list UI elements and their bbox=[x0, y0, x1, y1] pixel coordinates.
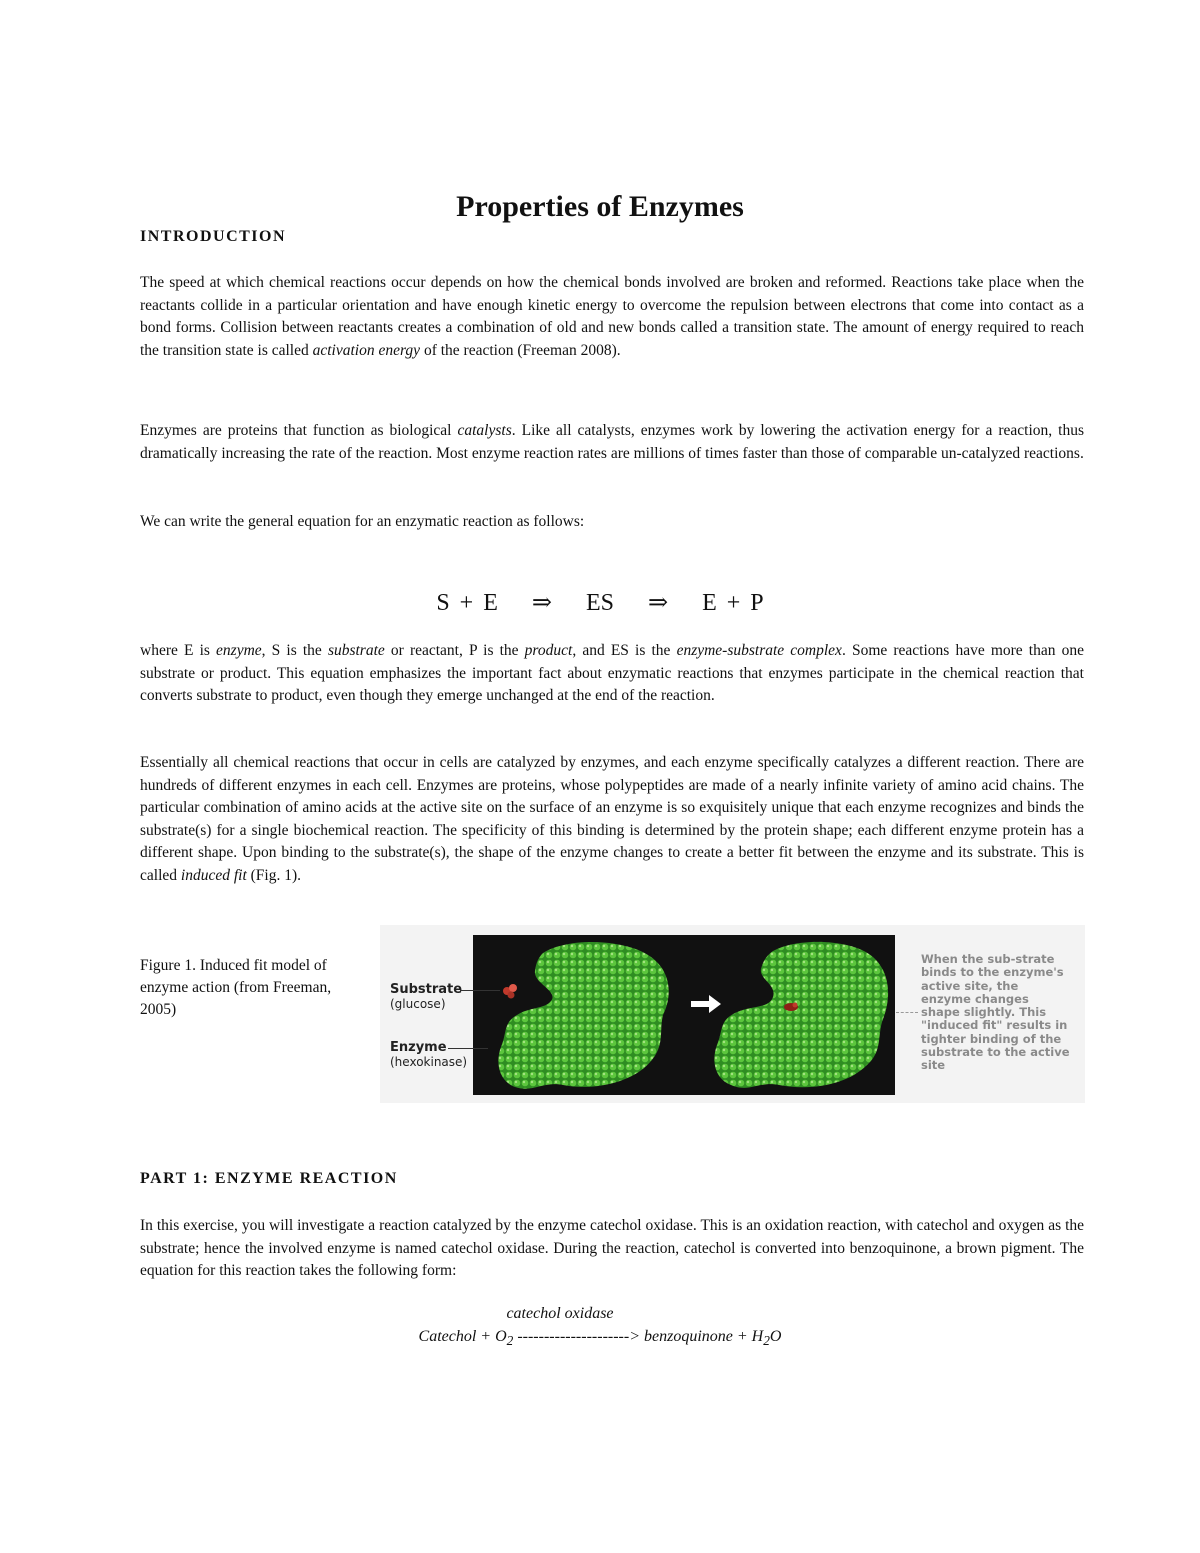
equation-arrow-1: ⇒ bbox=[531, 590, 552, 616]
figure-note: When the sub-strate binds to the enzyme's active site, the enzyme changes shape slightly. This "induced fit" results in tighter binding of the substrate to the active site bbox=[921, 952, 1070, 1073]
reaction-enzyme-label: catechol oxidase bbox=[506, 1305, 614, 1322]
substrate-leader-line bbox=[460, 990, 500, 991]
part1-paragraph: In this exercise, you will investigate a reaction catalyzed by the enzyme catechol oxidase. This is an oxidation reaction, with catechol and oxygen as the substrate; hence the involved enzyme is named catechol oxidase. During the reaction, catechol is converted into benzoquinone, a brown pigment. The equation for this reaction takes the following form: bbox=[140, 1217, 1084, 1279]
specificity-paragraph: Essentially all chemical reactions that occur in cells are catalyzed by enzymes, and each enzyme specifically catalyzes a different reaction. There are hundreds of different enzymes in each cell. Enzymes are proteins, whose polypeptides are made of a nearly infinite variety of amino acid chains. The particular combination of amino acids at the active site on the surface of an enzyme is so exquisitely unique that each enzyme recognizes and binds the substrate(s) for a single biochemical reaction. The specificity of this binding is determined by the protein shape; each different enzyme protein has a different shape. Upon binding to the substrate(s), the shape of the enzyme changes to create a better fit between the enzyme and its substrate. This is called induced fit (Fig. 1). bbox=[140, 754, 1084, 884]
term-induced-fit: induced fit bbox=[180, 866, 247, 884]
intro-paragraph-3: We can write the general equation for an enzymatic reaction as follows: bbox=[140, 513, 585, 530]
substrate-molecule bbox=[503, 984, 517, 999]
page-title: Properties of Enzymes bbox=[456, 190, 744, 223]
enzyme-leader-line bbox=[448, 1048, 488, 1049]
substrate-label: Substrate (glucose) bbox=[390, 982, 463, 1011]
enzyme-illustration bbox=[473, 935, 895, 1095]
figure-caption: Figure 1. Induced fit model of enzyme action (from Freeman, 2005) bbox=[140, 957, 332, 1018]
catechol-reaction-equation: Catechol + $O_2$ ---------------------> benzoquinone + $H_2O$ bbox=[418, 1328, 782, 1349]
intro-paragraph-1: The speed at which chemical reactions occur depends on how the chemical bonds involved are broken and reformed. Reactions take place when the reactants collide in a particular orientation and have enough kinetic energy to overcome the repulsion between electrons that come into contact as a bond forms. Collision between reactants creates a combination of old and new bonds called a transition state. The amount of energy required to reach the transition state is called activation energy of the reaction (Freeman 2008). bbox=[140, 274, 1084, 359]
introduction-heading: INTRODUCTION bbox=[140, 228, 287, 245]
equation-reactants: S + E bbox=[436, 590, 498, 616]
note-leader-line bbox=[896, 1012, 918, 1013]
enzyme-label: Enzyme (hexokinase) bbox=[390, 1040, 468, 1069]
part1-heading: PART 1: ENZYME REACTION bbox=[140, 1170, 398, 1187]
figure-image-panel bbox=[473, 935, 895, 1095]
enzyme-closed-shape bbox=[714, 942, 888, 1088]
intro-paragraph-2: Enzymes are proteins that function as biological catalysts. Like all catalysts, enzymes work by lowering the activation energy for a reaction, thus dramatically increasing the rate of the reaction. Most enzyme reaction rates are millions of times faster than those of comparable un-catalyzed reactions. bbox=[140, 422, 1084, 462]
enzyme-open-shape bbox=[498, 942, 668, 1089]
arrow-icon bbox=[691, 995, 721, 1013]
term-activation-energy: activation energy bbox=[312, 341, 421, 359]
equation-products: E + P bbox=[702, 590, 764, 616]
term-catalysts: catalysts bbox=[457, 422, 512, 439]
equation-complex: ES bbox=[585, 590, 614, 616]
definitions-paragraph: where E is enzyme, S is the substrate or reactant, P is the product, and ES is the enzyme-substrate complex. Some reactions have more than one substrate or product. This equation emphasizes the important fact about enzymatic reactions that enzymes participate in the chemical reaction that converts substrate to product, even though they emerge unchanged at the end of the reaction. bbox=[140, 642, 1084, 704]
enzyme-equation bbox=[0, 588, 1200, 617]
equation-arrow-2: ⇒ bbox=[648, 590, 669, 616]
